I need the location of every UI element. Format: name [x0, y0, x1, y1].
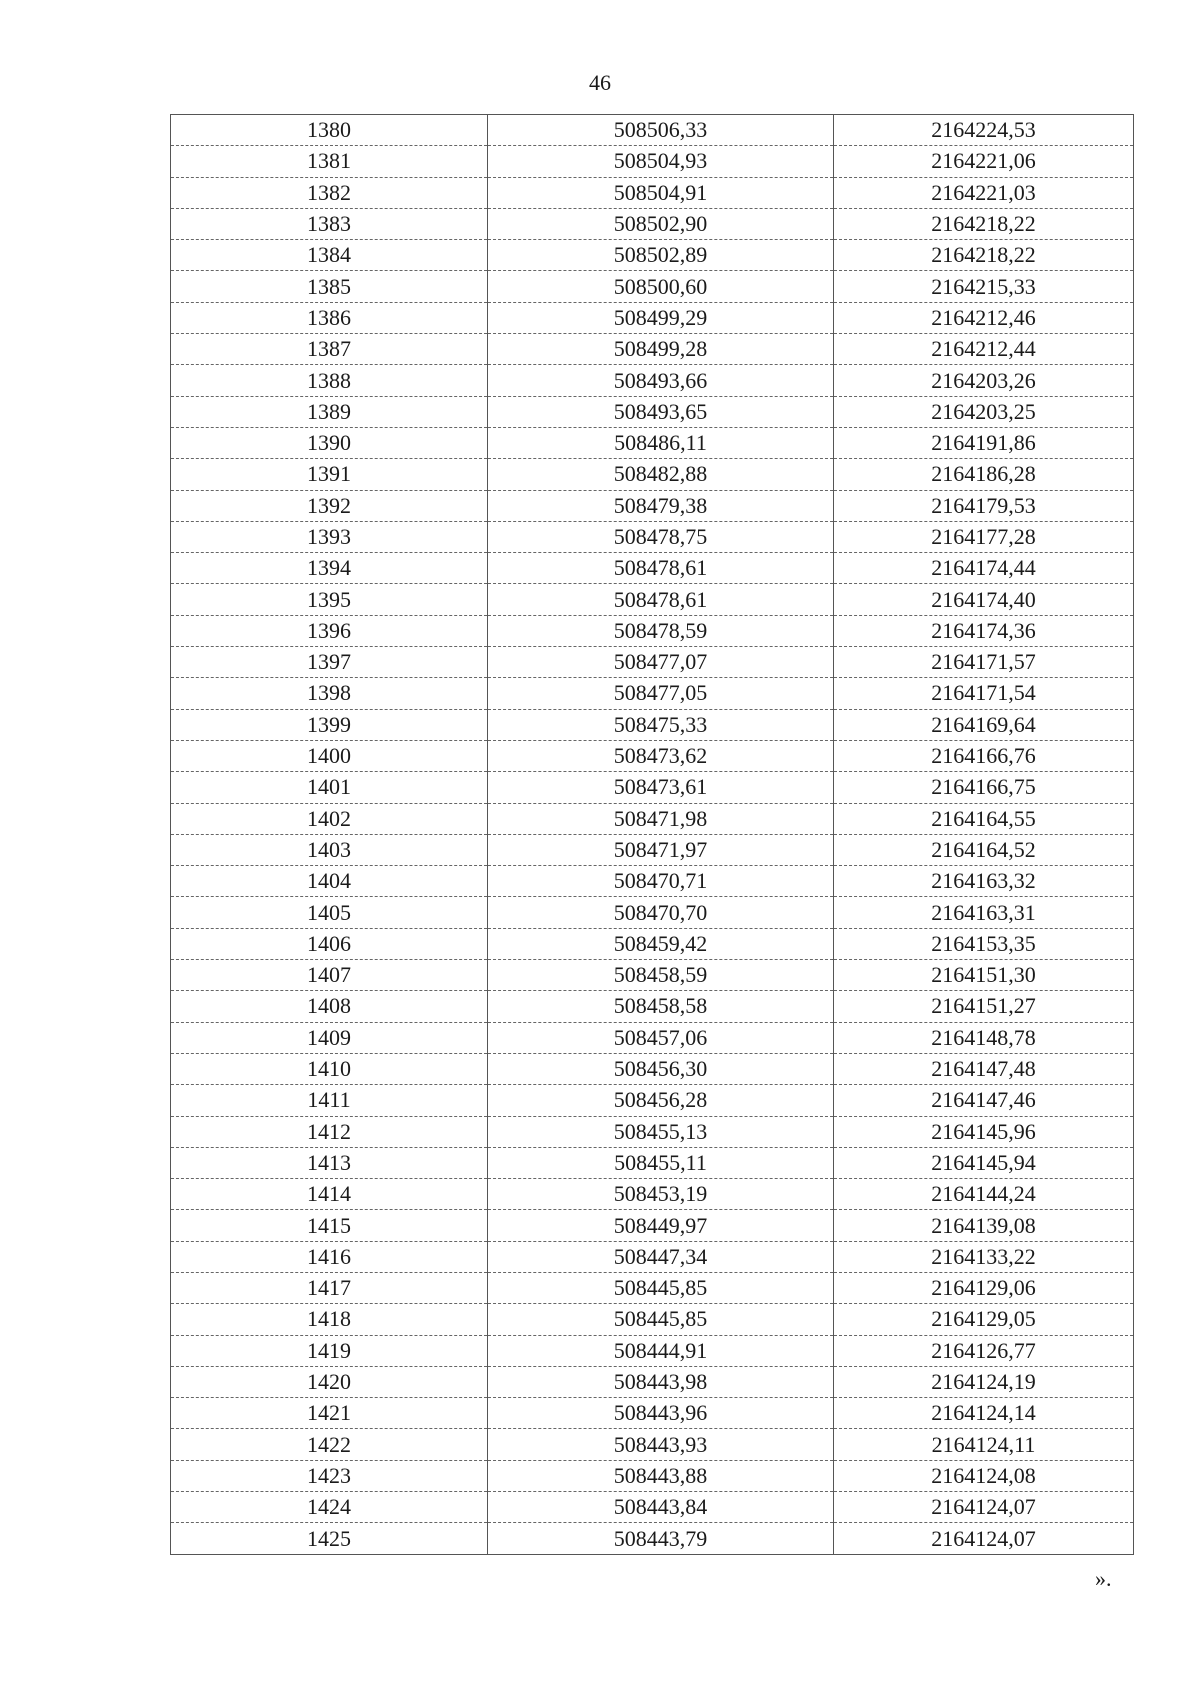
table-row [171, 553, 1134, 584]
point-number-cell: 1391 [171, 459, 488, 490]
x-coordinate-cell: 508493,65 [488, 396, 834, 427]
x-coordinate-cell: 508475,33 [488, 709, 834, 740]
point-number-cell: 1425 [171, 1523, 488, 1554]
x-coordinate-cell: 508455,13 [488, 1116, 834, 1147]
table-row [171, 459, 1134, 490]
y-coordinate-cell: 2164148,78 [834, 1022, 1134, 1053]
table-row [171, 772, 1134, 803]
point-number-cell: 1415 [171, 1210, 488, 1241]
point-number-cell: 1409 [171, 1022, 488, 1053]
point-number-cell: 1421 [171, 1398, 488, 1429]
x-coordinate-cell: 508447,34 [488, 1241, 834, 1272]
x-coordinate-cell: 508470,71 [488, 866, 834, 897]
table-row [171, 678, 1134, 709]
table-row [171, 1335, 1134, 1366]
y-coordinate-cell: 2164151,27 [834, 991, 1134, 1022]
point-number-cell: 1422 [171, 1429, 488, 1460]
table-row [171, 240, 1134, 271]
y-coordinate-cell: 2164133,22 [834, 1241, 1134, 1272]
y-coordinate-cell: 2164221,06 [834, 146, 1134, 177]
point-number-cell: 1395 [171, 584, 488, 615]
x-coordinate-cell: 508443,96 [488, 1398, 834, 1429]
point-number-cell: 1384 [171, 240, 488, 271]
table-row [171, 208, 1134, 239]
y-coordinate-cell: 2164218,22 [834, 208, 1134, 239]
x-coordinate-cell: 508478,61 [488, 584, 834, 615]
y-coordinate-cell: 2164221,03 [834, 177, 1134, 208]
point-number-cell: 1390 [171, 427, 488, 458]
point-number-cell: 1389 [171, 396, 488, 427]
x-coordinate-cell: 508443,79 [488, 1523, 834, 1554]
point-number-cell: 1412 [171, 1116, 488, 1147]
y-coordinate-cell: 2164151,30 [834, 960, 1134, 991]
y-coordinate-cell: 2164215,33 [834, 271, 1134, 302]
table-row [171, 302, 1134, 333]
table-row [171, 490, 1134, 521]
point-number-cell: 1408 [171, 991, 488, 1022]
point-number-cell: 1418 [171, 1304, 488, 1335]
x-coordinate-cell: 508506,33 [488, 115, 834, 146]
coordinates-table-body [171, 115, 1134, 1555]
point-number-cell: 1401 [171, 772, 488, 803]
coordinates-table [170, 114, 1134, 1555]
point-number-cell: 1392 [171, 490, 488, 521]
page-number: 46 [589, 70, 611, 95]
table-row [171, 271, 1134, 302]
table-row [171, 740, 1134, 771]
y-coordinate-cell: 2164164,52 [834, 834, 1134, 865]
point-number-cell: 1423 [171, 1460, 488, 1491]
y-coordinate-cell: 2164124,07 [834, 1523, 1134, 1554]
x-coordinate-cell: 508504,93 [488, 146, 834, 177]
table-row [171, 1053, 1134, 1084]
table-row [171, 584, 1134, 615]
x-coordinate-cell: 508455,11 [488, 1147, 834, 1178]
y-coordinate-cell: 2164153,35 [834, 928, 1134, 959]
y-coordinate-cell: 2164144,24 [834, 1179, 1134, 1210]
point-number-cell: 1413 [171, 1147, 488, 1178]
table-row [171, 1492, 1134, 1523]
y-coordinate-cell: 2164218,22 [834, 240, 1134, 271]
table-row [171, 1241, 1134, 1272]
table-row [171, 834, 1134, 865]
y-coordinate-cell: 2164145,94 [834, 1147, 1134, 1178]
x-coordinate-cell: 508458,59 [488, 960, 834, 991]
y-coordinate-cell: 2164179,53 [834, 490, 1134, 521]
x-coordinate-cell: 508473,62 [488, 740, 834, 771]
table-row [171, 615, 1134, 646]
x-coordinate-cell: 508477,07 [488, 647, 834, 678]
table-row [171, 866, 1134, 897]
point-number-cell: 1406 [171, 928, 488, 959]
table-row [171, 991, 1134, 1022]
x-coordinate-cell: 508502,89 [488, 240, 834, 271]
table-row [171, 928, 1134, 959]
y-coordinate-cell: 2164129,06 [834, 1272, 1134, 1303]
y-coordinate-cell: 2164171,57 [834, 647, 1134, 678]
point-number-cell: 1398 [171, 678, 488, 709]
table-row [171, 521, 1134, 552]
table-row [171, 1210, 1134, 1241]
y-coordinate-cell: 2164147,46 [834, 1085, 1134, 1116]
y-coordinate-cell: 2164139,08 [834, 1210, 1134, 1241]
y-coordinate-cell: 2164174,40 [834, 584, 1134, 615]
table-row [171, 1085, 1134, 1116]
x-coordinate-cell: 508493,66 [488, 365, 834, 396]
table-row [171, 365, 1134, 396]
x-coordinate-cell: 508478,75 [488, 521, 834, 552]
x-coordinate-cell: 508471,98 [488, 803, 834, 834]
y-coordinate-cell: 2164174,36 [834, 615, 1134, 646]
x-coordinate-cell: 508499,28 [488, 334, 834, 365]
x-coordinate-cell: 508478,59 [488, 615, 834, 646]
x-coordinate-cell: 508473,61 [488, 772, 834, 803]
table-row [171, 1022, 1134, 1053]
x-coordinate-cell: 508470,70 [488, 897, 834, 928]
table-row [171, 427, 1134, 458]
table-row [171, 1304, 1134, 1335]
x-coordinate-cell: 508443,84 [488, 1492, 834, 1523]
x-coordinate-cell: 508482,88 [488, 459, 834, 490]
x-coordinate-cell: 508478,61 [488, 553, 834, 584]
table-row [171, 396, 1134, 427]
point-number-cell: 1404 [171, 866, 488, 897]
x-coordinate-cell: 508456,28 [488, 1085, 834, 1116]
point-number-cell: 1393 [171, 521, 488, 552]
point-number-cell: 1411 [171, 1085, 488, 1116]
x-coordinate-cell: 508443,88 [488, 1460, 834, 1491]
y-coordinate-cell: 2164186,28 [834, 459, 1134, 490]
x-coordinate-cell: 508477,05 [488, 678, 834, 709]
point-number-cell: 1403 [171, 834, 488, 865]
table-row [171, 1398, 1134, 1429]
y-coordinate-cell: 2164124,07 [834, 1492, 1134, 1523]
y-coordinate-cell: 2164166,76 [834, 740, 1134, 771]
point-number-cell: 1419 [171, 1335, 488, 1366]
y-coordinate-cell: 2164203,25 [834, 396, 1134, 427]
x-coordinate-cell: 508445,85 [488, 1304, 834, 1335]
y-coordinate-cell: 2164169,64 [834, 709, 1134, 740]
x-coordinate-cell: 508486,11 [488, 427, 834, 458]
point-number-cell: 1386 [171, 302, 488, 333]
point-number-cell: 1416 [171, 1241, 488, 1272]
point-number-cell: 1380 [171, 115, 488, 146]
table-row [171, 1179, 1134, 1210]
table-row [171, 960, 1134, 991]
y-coordinate-cell: 2164124,11 [834, 1429, 1134, 1460]
x-coordinate-cell: 508459,42 [488, 928, 834, 959]
table-row [171, 897, 1134, 928]
x-coordinate-cell: 508443,93 [488, 1429, 834, 1460]
table-row [171, 647, 1134, 678]
point-number-cell: 1414 [171, 1179, 488, 1210]
table-row [171, 334, 1134, 365]
point-number-cell: 1396 [171, 615, 488, 646]
point-number-cell: 1399 [171, 709, 488, 740]
y-coordinate-cell: 2164124,19 [834, 1366, 1134, 1397]
point-number-cell: 1420 [171, 1366, 488, 1397]
point-number-cell: 1417 [171, 1272, 488, 1303]
y-coordinate-cell: 2164191,86 [834, 427, 1134, 458]
y-coordinate-cell: 2164124,08 [834, 1460, 1134, 1491]
point-number-cell: 1381 [171, 146, 488, 177]
table-row [171, 1429, 1134, 1460]
y-coordinate-cell: 2164129,05 [834, 1304, 1134, 1335]
table-row [171, 115, 1134, 146]
point-number-cell: 1407 [171, 960, 488, 991]
x-coordinate-cell: 508444,91 [488, 1335, 834, 1366]
x-coordinate-cell: 508499,29 [488, 302, 834, 333]
table-row [171, 146, 1134, 177]
table-row [171, 1523, 1134, 1554]
y-coordinate-cell: 2164124,14 [834, 1398, 1134, 1429]
y-coordinate-cell: 2164224,53 [834, 115, 1134, 146]
y-coordinate-cell: 2164177,28 [834, 521, 1134, 552]
y-coordinate-cell: 2164171,54 [834, 678, 1134, 709]
y-coordinate-cell: 2164163,32 [834, 866, 1134, 897]
table-row [171, 177, 1134, 208]
x-coordinate-cell: 508453,19 [488, 1179, 834, 1210]
y-coordinate-cell: 2164147,48 [834, 1053, 1134, 1084]
x-coordinate-cell: 508449,97 [488, 1210, 834, 1241]
table-row [171, 1272, 1134, 1303]
x-coordinate-cell: 508457,06 [488, 1022, 834, 1053]
x-coordinate-cell: 508504,91 [488, 177, 834, 208]
point-number-cell: 1424 [171, 1492, 488, 1523]
y-coordinate-cell: 2164126,77 [834, 1335, 1134, 1366]
table-row [171, 1116, 1134, 1147]
point-number-cell: 1400 [171, 740, 488, 771]
x-coordinate-cell: 508479,38 [488, 490, 834, 521]
table-row [171, 1460, 1134, 1491]
y-coordinate-cell: 2164163,31 [834, 897, 1134, 928]
point-number-cell: 1387 [171, 334, 488, 365]
y-coordinate-cell: 2164166,75 [834, 772, 1134, 803]
point-number-cell: 1397 [171, 647, 488, 678]
point-number-cell: 1383 [171, 208, 488, 239]
x-coordinate-cell: 508443,98 [488, 1366, 834, 1397]
x-coordinate-cell: 508445,85 [488, 1272, 834, 1303]
y-coordinate-cell: 2164212,46 [834, 302, 1134, 333]
x-coordinate-cell: 508471,97 [488, 834, 834, 865]
point-number-cell: 1382 [171, 177, 488, 208]
point-number-cell: 1405 [171, 897, 488, 928]
closing-quote-mark: ». [1095, 1566, 1112, 1591]
table-row [171, 709, 1134, 740]
y-coordinate-cell: 2164203,26 [834, 365, 1134, 396]
table-row [171, 803, 1134, 834]
y-coordinate-cell: 2164164,55 [834, 803, 1134, 834]
point-number-cell: 1402 [171, 803, 488, 834]
x-coordinate-cell: 508456,30 [488, 1053, 834, 1084]
point-number-cell: 1394 [171, 553, 488, 584]
y-coordinate-cell: 2164145,96 [834, 1116, 1134, 1147]
x-coordinate-cell: 508502,90 [488, 208, 834, 239]
point-number-cell: 1410 [171, 1053, 488, 1084]
y-coordinate-cell: 2164212,44 [834, 334, 1134, 365]
x-coordinate-cell: 508458,58 [488, 991, 834, 1022]
table-row [171, 1366, 1134, 1397]
point-number-cell: 1385 [171, 271, 488, 302]
point-number-cell: 1388 [171, 365, 488, 396]
y-coordinate-cell: 2164174,44 [834, 553, 1134, 584]
x-coordinate-cell: 508500,60 [488, 271, 834, 302]
table-row [171, 1147, 1134, 1178]
